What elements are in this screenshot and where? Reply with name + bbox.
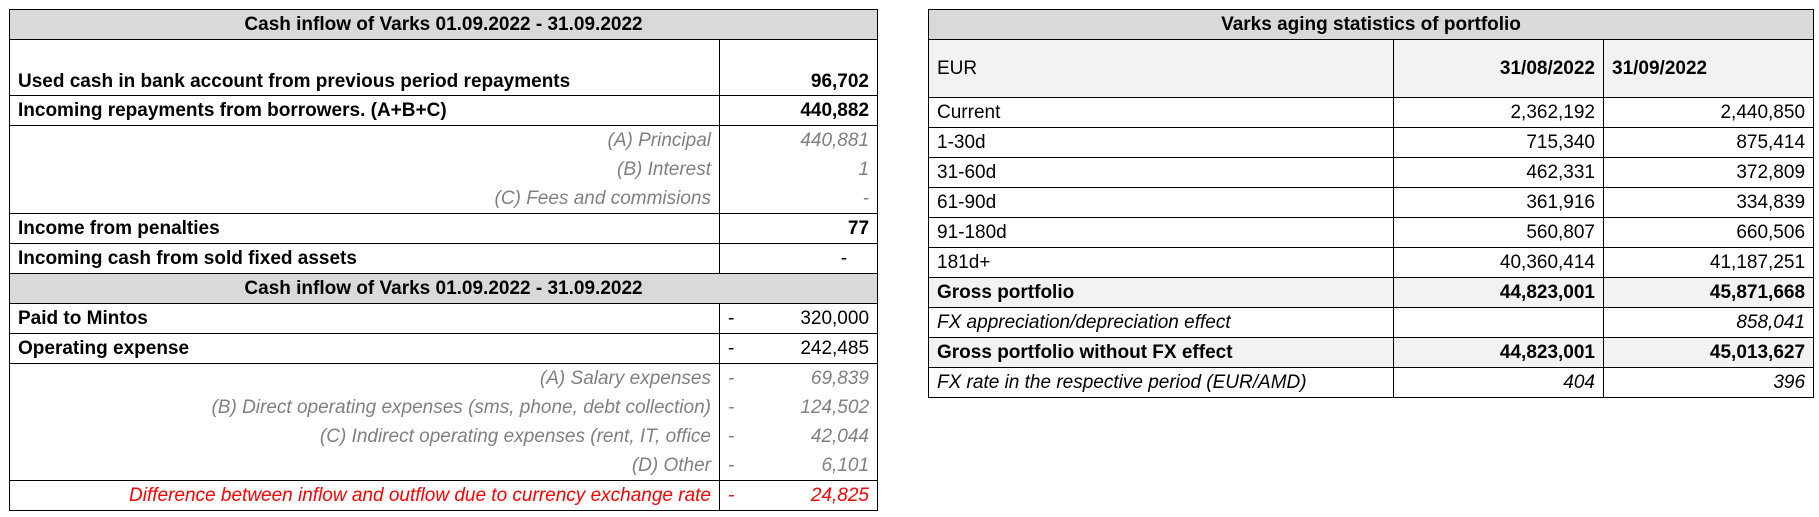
- inflow-row: [10, 214, 878, 244]
- inflow-row: [10, 244, 878, 274]
- column-header-curr: 31/09/2022: [1604, 40, 1814, 98]
- cash-flow-table: [9, 9, 878, 511]
- gross-portfolio-no-fx-row: [929, 338, 1814, 368]
- inflow-sublabel: (C) Fees and commisions: [10, 184, 720, 214]
- aging-label: 91-180d: [929, 218, 1394, 248]
- inflow-header: Cash inflow of Varks 01.09.2022 - 31.09.2022: [10, 10, 878, 40]
- aging-row: [929, 248, 1814, 278]
- fx-effect-label: FX appreciation/depreciation effect: [929, 308, 1394, 338]
- outflow-sign: -: [720, 393, 748, 422]
- aging-value-curr: 41,187,251: [1604, 248, 1814, 278]
- outflow-row: [10, 334, 878, 364]
- aging-column-header-row: [929, 40, 1814, 98]
- aging-value-prev: 462,331: [1394, 158, 1604, 188]
- inflow-label: Incoming repayments from borrowers. (A+B+C): [10, 96, 720, 126]
- inflow-subvalue: 440,881: [720, 126, 878, 156]
- gross-portfolio-prev: 44,823,001: [1394, 278, 1604, 308]
- aging-value-prev: 715,340: [1394, 128, 1604, 158]
- outflow-sign: -: [720, 422, 748, 451]
- gross-portfolio-label: Gross portfolio: [929, 278, 1394, 308]
- outflow-sign: -: [720, 304, 748, 334]
- aging-value-prev: 2,362,192: [1394, 98, 1604, 128]
- outflow-value: 242,485: [748, 334, 878, 364]
- aging-label: 1-30d: [929, 128, 1394, 158]
- fx-effect-row: [929, 308, 1814, 338]
- outflow-sublabel: (B) Direct operating expenses (sms, phone, debt collection): [10, 393, 720, 422]
- currency-label: EUR: [929, 40, 1394, 98]
- inflow-subrow: [10, 184, 878, 214]
- fx-effect-prev: [1394, 308, 1604, 338]
- outflow-subvalue: 6,101: [748, 451, 878, 481]
- outflow-subvalue: 42,044: [748, 422, 878, 451]
- gross-portfolio-no-fx-prev: 44,823,001: [1394, 338, 1604, 368]
- aging-label: Current: [929, 98, 1394, 128]
- inflow-label: Incoming cash from sold fixed assets: [10, 244, 720, 274]
- aging-value-prev: 560,807: [1394, 218, 1604, 248]
- fx-rate-prev: 404: [1394, 368, 1604, 398]
- inflow-value: 440,882: [720, 96, 878, 126]
- inflow-value: 77: [720, 214, 878, 244]
- outflow-subvalue: 124,502: [748, 393, 878, 422]
- inflow-label: Used cash in bank account from previous period repayments: [10, 40, 720, 96]
- inflow-header-row: [10, 10, 878, 40]
- aging-label: 181d+: [929, 248, 1394, 278]
- aging-row: [929, 98, 1814, 128]
- aging-value-curr: 875,414: [1604, 128, 1814, 158]
- outflow-label: Operating expense: [10, 334, 720, 364]
- inflow-label: Income from penalties: [10, 214, 720, 244]
- aging-value-prev: 40,360,414: [1394, 248, 1604, 278]
- aging-row: [929, 158, 1814, 188]
- inflow-row: [10, 40, 878, 96]
- outflow-sublabel: (A) Salary expenses: [10, 364, 720, 394]
- outflow-header-row: [10, 274, 878, 304]
- inflow-subvalue: 1: [720, 155, 878, 184]
- aging-row: [929, 128, 1814, 158]
- gross-portfolio-no-fx-curr: 45,013,627: [1604, 338, 1814, 368]
- aging-value-prev: 361,916: [1394, 188, 1604, 218]
- fx-rate-curr: 396: [1604, 368, 1814, 398]
- aging-header-row: [929, 10, 1814, 40]
- aging-row: [929, 218, 1814, 248]
- aging-header: Varks aging statistics of portfolio: [929, 10, 1814, 40]
- outflow-header: Cash inflow of Varks 01.09.2022 - 31.09.2022: [10, 274, 878, 304]
- outflow-subvalue: 69,839: [748, 364, 878, 394]
- inflow-value: 96,702: [720, 40, 878, 96]
- outflow-subrow: [10, 451, 878, 481]
- outflow-sign: -: [720, 364, 748, 394]
- gross-portfolio-curr: 45,871,668: [1604, 278, 1814, 308]
- outflow-sign: -: [720, 451, 748, 481]
- aging-value-curr: 2,440,850: [1604, 98, 1814, 128]
- fx-difference-sign: -: [720, 481, 748, 511]
- inflow-subrow: [10, 126, 878, 156]
- inflow-subvalue: -: [720, 184, 878, 214]
- aging-value-curr: 660,506: [1604, 218, 1814, 248]
- aging-row: [929, 188, 1814, 218]
- fx-rate-label: FX rate in the respective period (EUR/AMD): [929, 368, 1394, 398]
- outflow-sign: -: [720, 334, 748, 364]
- column-header-prev: 31/08/2022: [1394, 40, 1604, 98]
- outflow-sublabel: (D) Other: [10, 451, 720, 481]
- outflow-subrow: [10, 393, 878, 422]
- outflow-row: [10, 304, 878, 334]
- outflow-sublabel: (C) Indirect operating expenses (rent, IT, office: [10, 422, 720, 451]
- outflow-label: Paid to Mintos: [10, 304, 720, 334]
- gross-portfolio-no-fx-label: Gross portfolio without FX effect: [929, 338, 1394, 368]
- aging-statistics-table: [928, 9, 1814, 398]
- inflow-sublabel: (B) Interest: [10, 155, 720, 184]
- fx-rate-row: [929, 368, 1814, 398]
- fx-difference-value: 24,825: [748, 481, 878, 511]
- aging-value-curr: 334,839: [1604, 188, 1814, 218]
- outflow-subrow: [10, 422, 878, 451]
- aging-label: 61-90d: [929, 188, 1394, 218]
- outflow-value: 320,000: [748, 304, 878, 334]
- gross-portfolio-row: [929, 278, 1814, 308]
- inflow-row: [10, 96, 878, 126]
- outflow-subrow: [10, 364, 878, 394]
- inflow-value: -: [720, 244, 878, 274]
- aging-value-curr: 372,809: [1604, 158, 1814, 188]
- fx-difference-row: [10, 481, 878, 511]
- fx-difference-label: Difference between inflow and outflow due to currency exchange rate: [10, 481, 720, 511]
- aging-label: 31-60d: [929, 158, 1394, 188]
- inflow-sublabel: (A) Principal: [10, 126, 720, 156]
- fx-effect-curr: 858,041: [1604, 308, 1814, 338]
- inflow-subrow: [10, 155, 878, 184]
